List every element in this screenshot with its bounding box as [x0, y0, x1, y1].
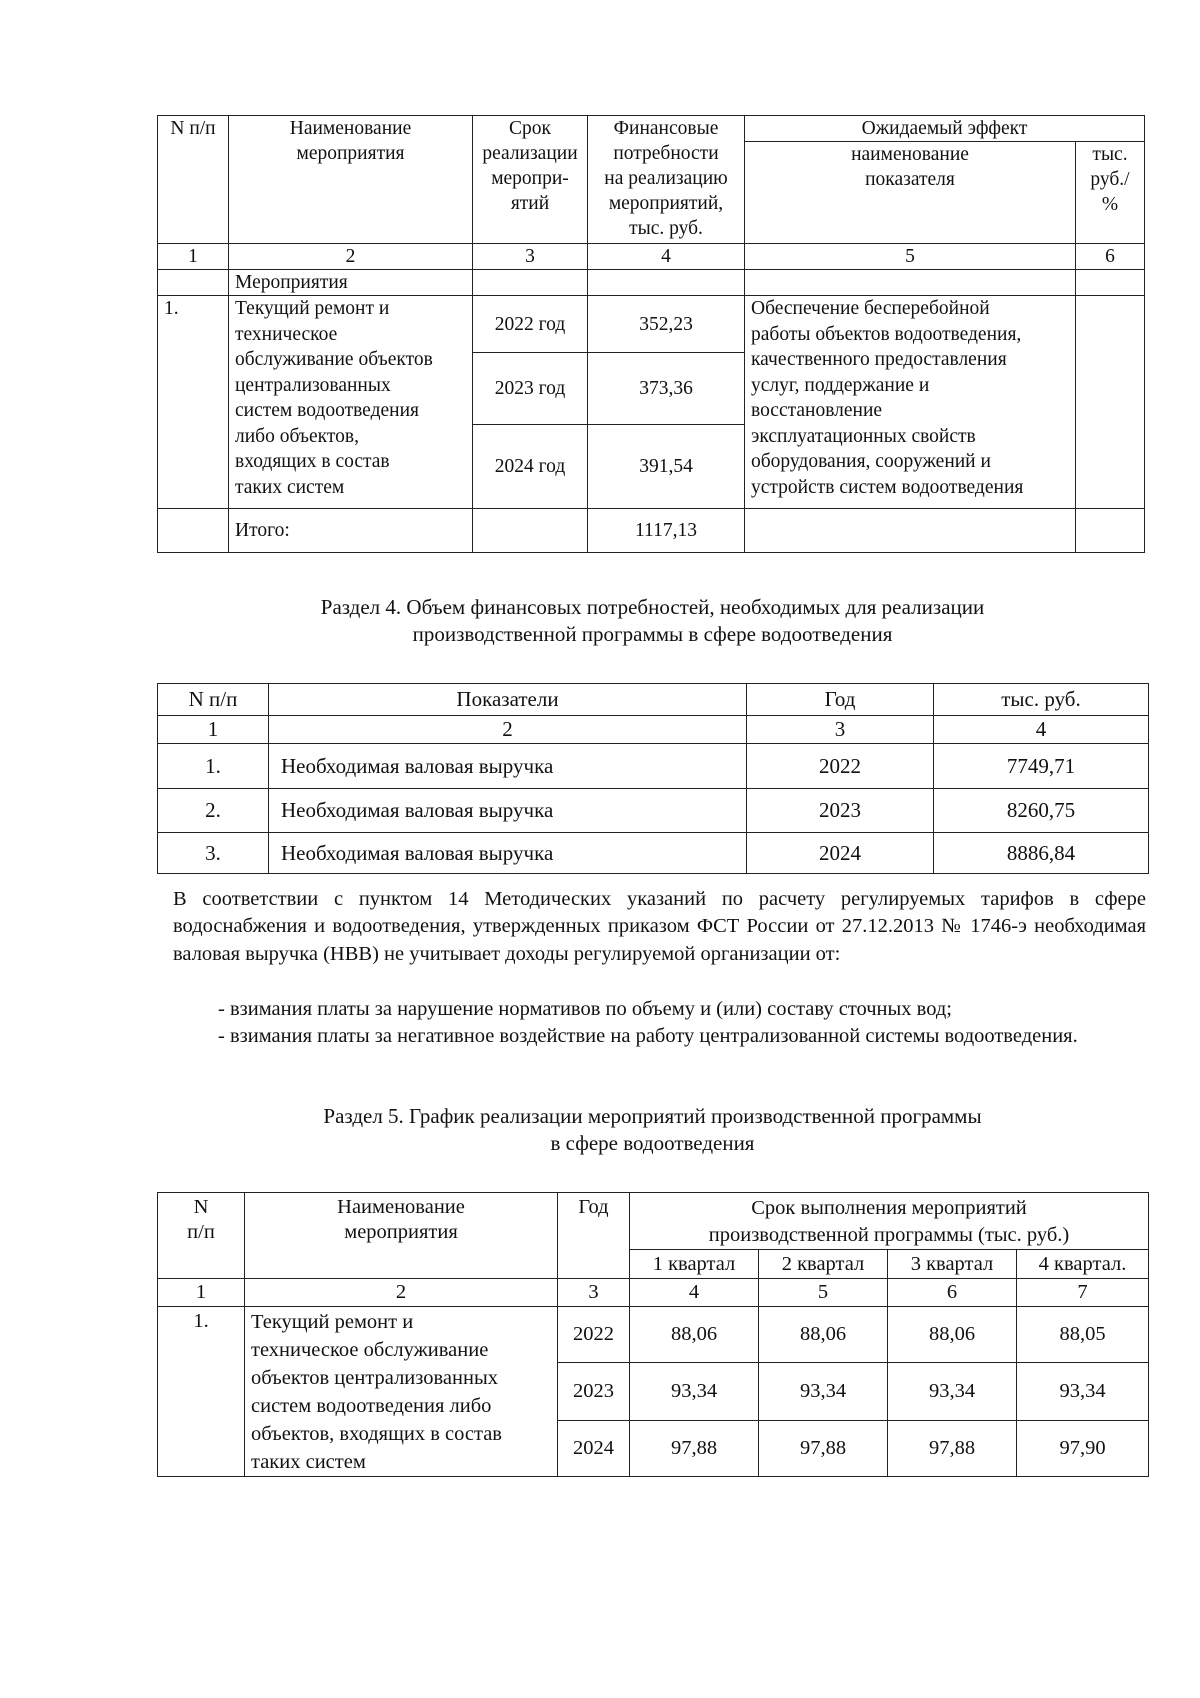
table-row [158, 296, 1145, 353]
event-name: Текущий ремонт и техническое обслуживание объектов централизованных систем водоотведения либо объектов, входящих в состав таких систем [229, 296, 473, 509]
header-event-name: Наименование мероприятия [229, 116, 473, 244]
nvv-paragraph: В соответствии с пунктом 14 Методических указаний по расчету регулируемых тарифов в сфере водоснабжения и водоотведения, утвержденных приказом ФСТ России от 27.12.2013 № 1746-э необходимая валовая выручка (НВВ) не учитывает доходы регулируемой организации от: [173, 888, 1146, 965]
term-2022: 2022 год [473, 296, 588, 353]
row-num: 1. [158, 296, 229, 509]
total-label: Итого: [229, 509, 473, 553]
header-indicator-name: наименование показателя [745, 142, 1076, 244]
table-row: 1. Текущий ремонт и техническое обслуживание объектов централизованных систем водоотведения либо объектов, входящих в состав таких систем 2022 88,06 88,06 88,06 88,05 [158, 1307, 1149, 1363]
value-2022: 352,23 [588, 296, 745, 353]
table-row: 2. Необходимая валовая выручка 2023 8260,75 [158, 789, 1149, 833]
expected-effect: Обеспечение бесперебойной работы объектов водоотведения, качественного предоставления услуг, поддержание и восстановление эксплуатационных свойств оборудования, сооружений и устройств систем водоотведения [745, 296, 1076, 509]
total-row [158, 509, 1145, 553]
header-quarter-2: 2 квартал [759, 1250, 888, 1279]
bullet-negative-impact-fee: - взимания платы за негативное воздействие на работу централизованной системы водоотведения. [218, 1025, 1078, 1047]
row-num: 1. [158, 1307, 245, 1477]
header-quarter-1: 1 квартал [630, 1250, 759, 1279]
header-expected-effect: Ожидаемый эффект [745, 116, 1145, 142]
value-2024: 391,54 [588, 425, 745, 509]
header-term: Срок выполнения мероприятий производственной программы (тыс. руб.) [630, 1193, 1149, 1250]
header-year: Год [558, 1193, 630, 1279]
table-row: 2023 93,34 93,34 93,34 93,34 [158, 1363, 1149, 1420]
section-label: Мероприятия [229, 270, 473, 296]
term-2024: 2024 год [473, 425, 588, 509]
header-term: Срок реализации меропри- ятий [473, 116, 588, 244]
section-label-row [158, 270, 1145, 296]
header-unit: тыс. руб./ % [1076, 142, 1145, 244]
section4-title: Раздел 4. Объем финансовых потребностей, необходимых для реализации производственной программы в сфере водоотведения [320, 595, 985, 646]
financial-needs-table [157, 683, 1149, 874]
section5-title: Раздел 5. График реализации мероприятий производственной программы в сфере водоотведения [323, 1104, 982, 1155]
column-numbers-row: 1 2 3 4 5 6 7 [158, 1279, 1149, 1307]
header-amount: тыс. руб. [934, 684, 1149, 716]
bullet-discharge-fee: - взимания платы за нарушение нормативов по объему и (или) составу сточных вод; [218, 998, 952, 1020]
events-table [157, 115, 1145, 553]
header-num: N п/п [158, 1193, 245, 1279]
header-finance: Финансовые потребности на реализацию мероприятий, тыс. руб. [588, 116, 745, 244]
total-value: 1117,13 [588, 509, 745, 553]
header-event-name: Наименование мероприятия [245, 1193, 558, 1279]
header-quarter-3: 3 квартал [888, 1250, 1017, 1279]
header-year: Год [747, 684, 934, 716]
header-num: N п/п [158, 684, 269, 716]
column-numbers-row: 1 2 3 4 [158, 716, 1149, 744]
header-indicators: Показатели [269, 684, 747, 716]
table-row: 1. Необходимая валовая выручка 2022 7749,71 [158, 744, 1149, 789]
term-2023: 2023 год [473, 353, 588, 425]
event-name: Текущий ремонт и техническое обслуживание объектов централизованных систем водоотведения либо объектов, входящих в состав таких систем [245, 1307, 558, 1477]
header-num: N п/п [158, 116, 229, 244]
value-2023: 373,36 [588, 353, 745, 425]
table-row: 3. Необходимая валовая выручка 2024 8886,84 [158, 833, 1149, 874]
schedule-table [157, 1192, 1149, 1477]
column-numbers-row: 1 2 3 4 5 6 [158, 244, 1145, 270]
header-quarter-4: 4 квартал. [1017, 1250, 1149, 1279]
table-row: 2024 97,88 97,88 97,88 97,90 [158, 1420, 1149, 1476]
